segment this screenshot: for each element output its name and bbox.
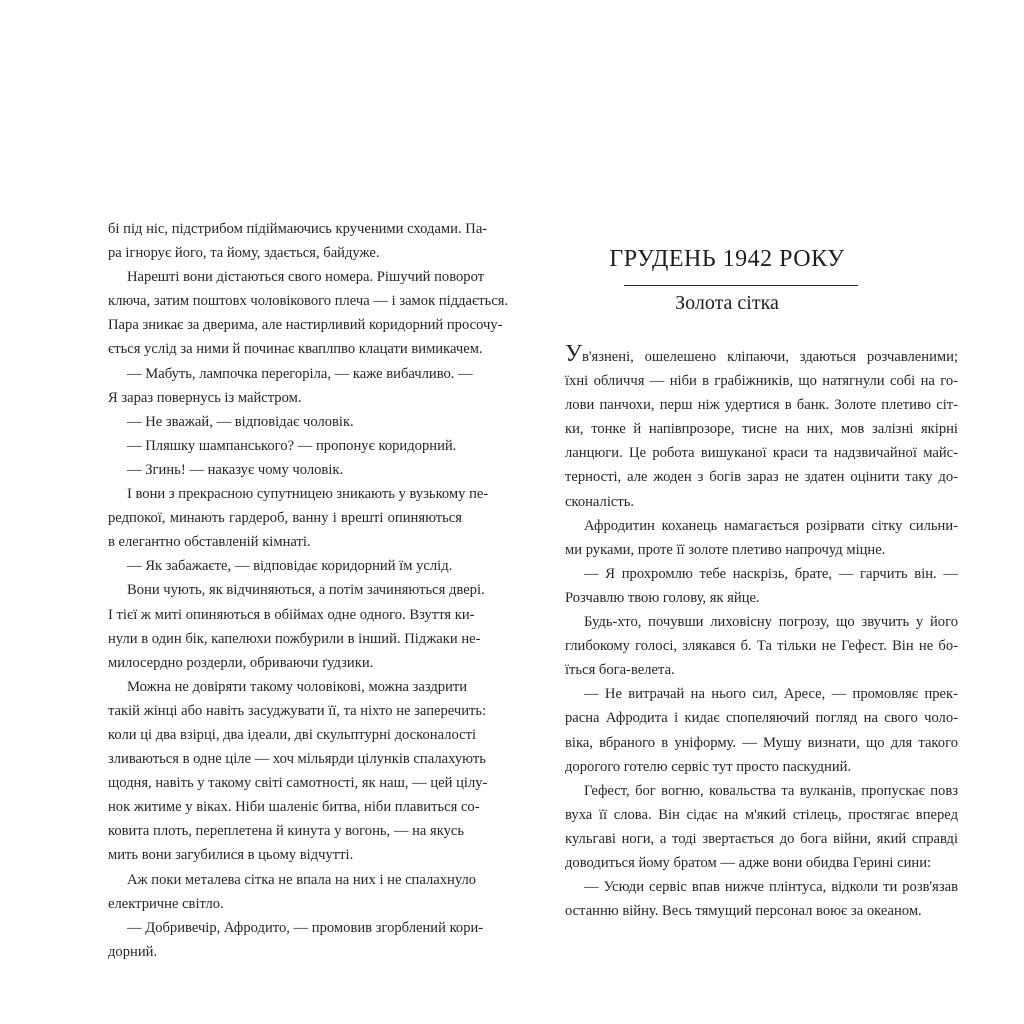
text-line: віка, вбраного в уніформу. — Мушу визнати, що для такого <box>565 734 958 751</box>
text-line: зливаються в одне ціле — хоч мільярди цілунків спалахують <box>108 751 486 768</box>
left-page-body <box>108 217 509 964</box>
text-line: — Не витрачай на нього сил, Аресе, — промовляє прек- <box>584 686 958 703</box>
text-line: ється услід за ними й починає кваплпво клацати вимикачем. <box>108 341 483 358</box>
first-line-text: в'язнені, ошелешено кліпаючи, здаються розчавленими; <box>582 349 958 365</box>
right-page-body <box>565 341 958 923</box>
text-line: Афродитин коханець намагається розірвати сітку сильни- <box>584 517 958 534</box>
heading-divider <box>624 285 858 286</box>
text-line: Я зараз повернусь із майстром. <box>108 389 302 406</box>
text-line: ковита плоть, переплетена й кинута у вогонь, — на якусь <box>108 823 465 840</box>
text-line: І тієї ж миті опиняються в обіймах одне одного. Взуття ки- <box>108 606 475 623</box>
text-line: ланцюги. Це робота вишуканої краси та надзвичайної майс- <box>565 445 958 462</box>
text-line: — Я прохромлю тебе наскрізь, брате, — гарчить він. — <box>584 565 958 582</box>
text-line: — Пляшку шампанського? — пропонує коридорний. <box>127 437 457 454</box>
text-line: редпокої, минають гардероб, ванну і врешті опиняються <box>108 510 462 527</box>
text-line: — Як забажаєте, — відповідає коридорний їм услід. <box>127 558 453 575</box>
text-line: Розчавлю твою голову, як яйце. <box>565 589 760 606</box>
text-line: — Добривечір, Афродито, — промовив згорблений кори- <box>127 919 484 936</box>
text-line: ключа, затим поштовх чоловікового плеча — і замок піддається. <box>108 293 509 310</box>
text-line: коли ці два взірці, два ідеали, дві скульптурні досконалості <box>108 726 477 743</box>
chapter-subtitle: Золота сітка <box>675 292 779 314</box>
text-line: глибокому голосі, злякався б. Та тільки не Гефест. Він не бо- <box>565 638 958 655</box>
text-line: щодня, навіть у такому світі самотності, як наш, — цей цілу- <box>108 775 488 792</box>
text-line: расна Афродита і кидає спопеляючий погляд на свого чоло- <box>565 710 958 727</box>
text-line: нули в один бік, капелюхи пожбурили в інший. Піджаки не- <box>108 630 481 647</box>
text-line-first <box>565 341 958 369</box>
text-line: дорогого готелю сервіс тут просто паскудний. <box>565 758 852 775</box>
text-line: їться бога-велета. <box>565 662 675 679</box>
text-line: Нарешті вони дістаються свого номера. Рішучий поворот <box>127 269 485 286</box>
chapter-heading: ГРУДЕНЬ 1942 РОКУ <box>609 246 845 272</box>
text-line: електричне світло. <box>108 895 224 912</box>
text-line: Будь-хто, почувши лиховісну погрозу, що звучить у його <box>584 614 958 631</box>
text-line: — Мабуть, лампочка перегоріла, — каже вибачливо. — <box>127 365 473 382</box>
text-line: ки, тонке й напівпрозоре, тисне на них, мов залізні якірні <box>565 421 958 438</box>
text-line: ра ігнорує його, та йому, здається, байдуже. <box>108 245 380 262</box>
text-line: — Згинь! — наказує чому чоловік. <box>127 461 344 478</box>
text-line: Аж поки металева сітка не впала на них і не спалахнуло <box>127 871 477 888</box>
text-line: кульгаві ноги, а тоді звертається до бога війни, який справді <box>565 830 958 847</box>
text-line: вуха її слова. Він сідає на м'який стілець, простягає вперед <box>565 806 958 823</box>
text-line: ми руками, проте її золоте плетиво напрочуд міцне. <box>565 541 886 558</box>
text-line: — Не зважай, — відповідає чоловік. <box>127 413 354 430</box>
text-line: лови панчохи, перш ніж удертися в банк. Золоте плетиво сіт- <box>565 397 958 414</box>
text-line: Пара зникає за дверима, але настирливий коридорний просочу- <box>108 317 503 334</box>
text-line: бі під ніс, підстрибом підіймаючись крученими сходами. Па- <box>108 221 488 237</box>
text-line: дорний. <box>108 943 158 960</box>
text-line: милосердно роздерли, обриваючи ґудзики. <box>108 654 374 671</box>
text-line: нок житиме у віках. Ніби шаленіє битва, ніби плавиться со- <box>108 799 480 816</box>
text-line: мить вони загубилися в цьому відчутті. <box>108 847 354 864</box>
text-line: терності, але жоден з богів зараз не здатен оцінити таку до- <box>565 469 958 486</box>
text-line: сконалість. <box>565 493 635 510</box>
text-line: — Усюди сервіс впав нижче плінтуса, відколи ти розв'язав <box>584 879 958 896</box>
text-line: такій жінці або навіть засуджувати її, та ніхто не заперечить: <box>108 702 487 719</box>
drop-cap: У <box>565 341 582 367</box>
text-line: Гефест, бог вогню, ковальства та вулканів, пропускає повз <box>584 782 958 799</box>
text-line: їхні обличчя — ніби в грабіжників, що натягнули собі на го- <box>565 373 958 390</box>
text-line: в елегантно обставленій кімнаті. <box>108 534 311 551</box>
text-line: доводиться йому братом — адже вони обидва Герині сини: <box>565 854 932 871</box>
text-line: Вони чують, як відчиняються, а потім зачиняються двері. <box>127 582 485 599</box>
text-line: Можна не довіряти такому чоловікові, можна заздрити <box>127 678 468 695</box>
text-line: І вони з прекрасною супутницею зникають у вузькому пе- <box>127 486 489 503</box>
text-line: останню війну. Весь тямущий персонал воює за океаном. <box>565 903 922 920</box>
